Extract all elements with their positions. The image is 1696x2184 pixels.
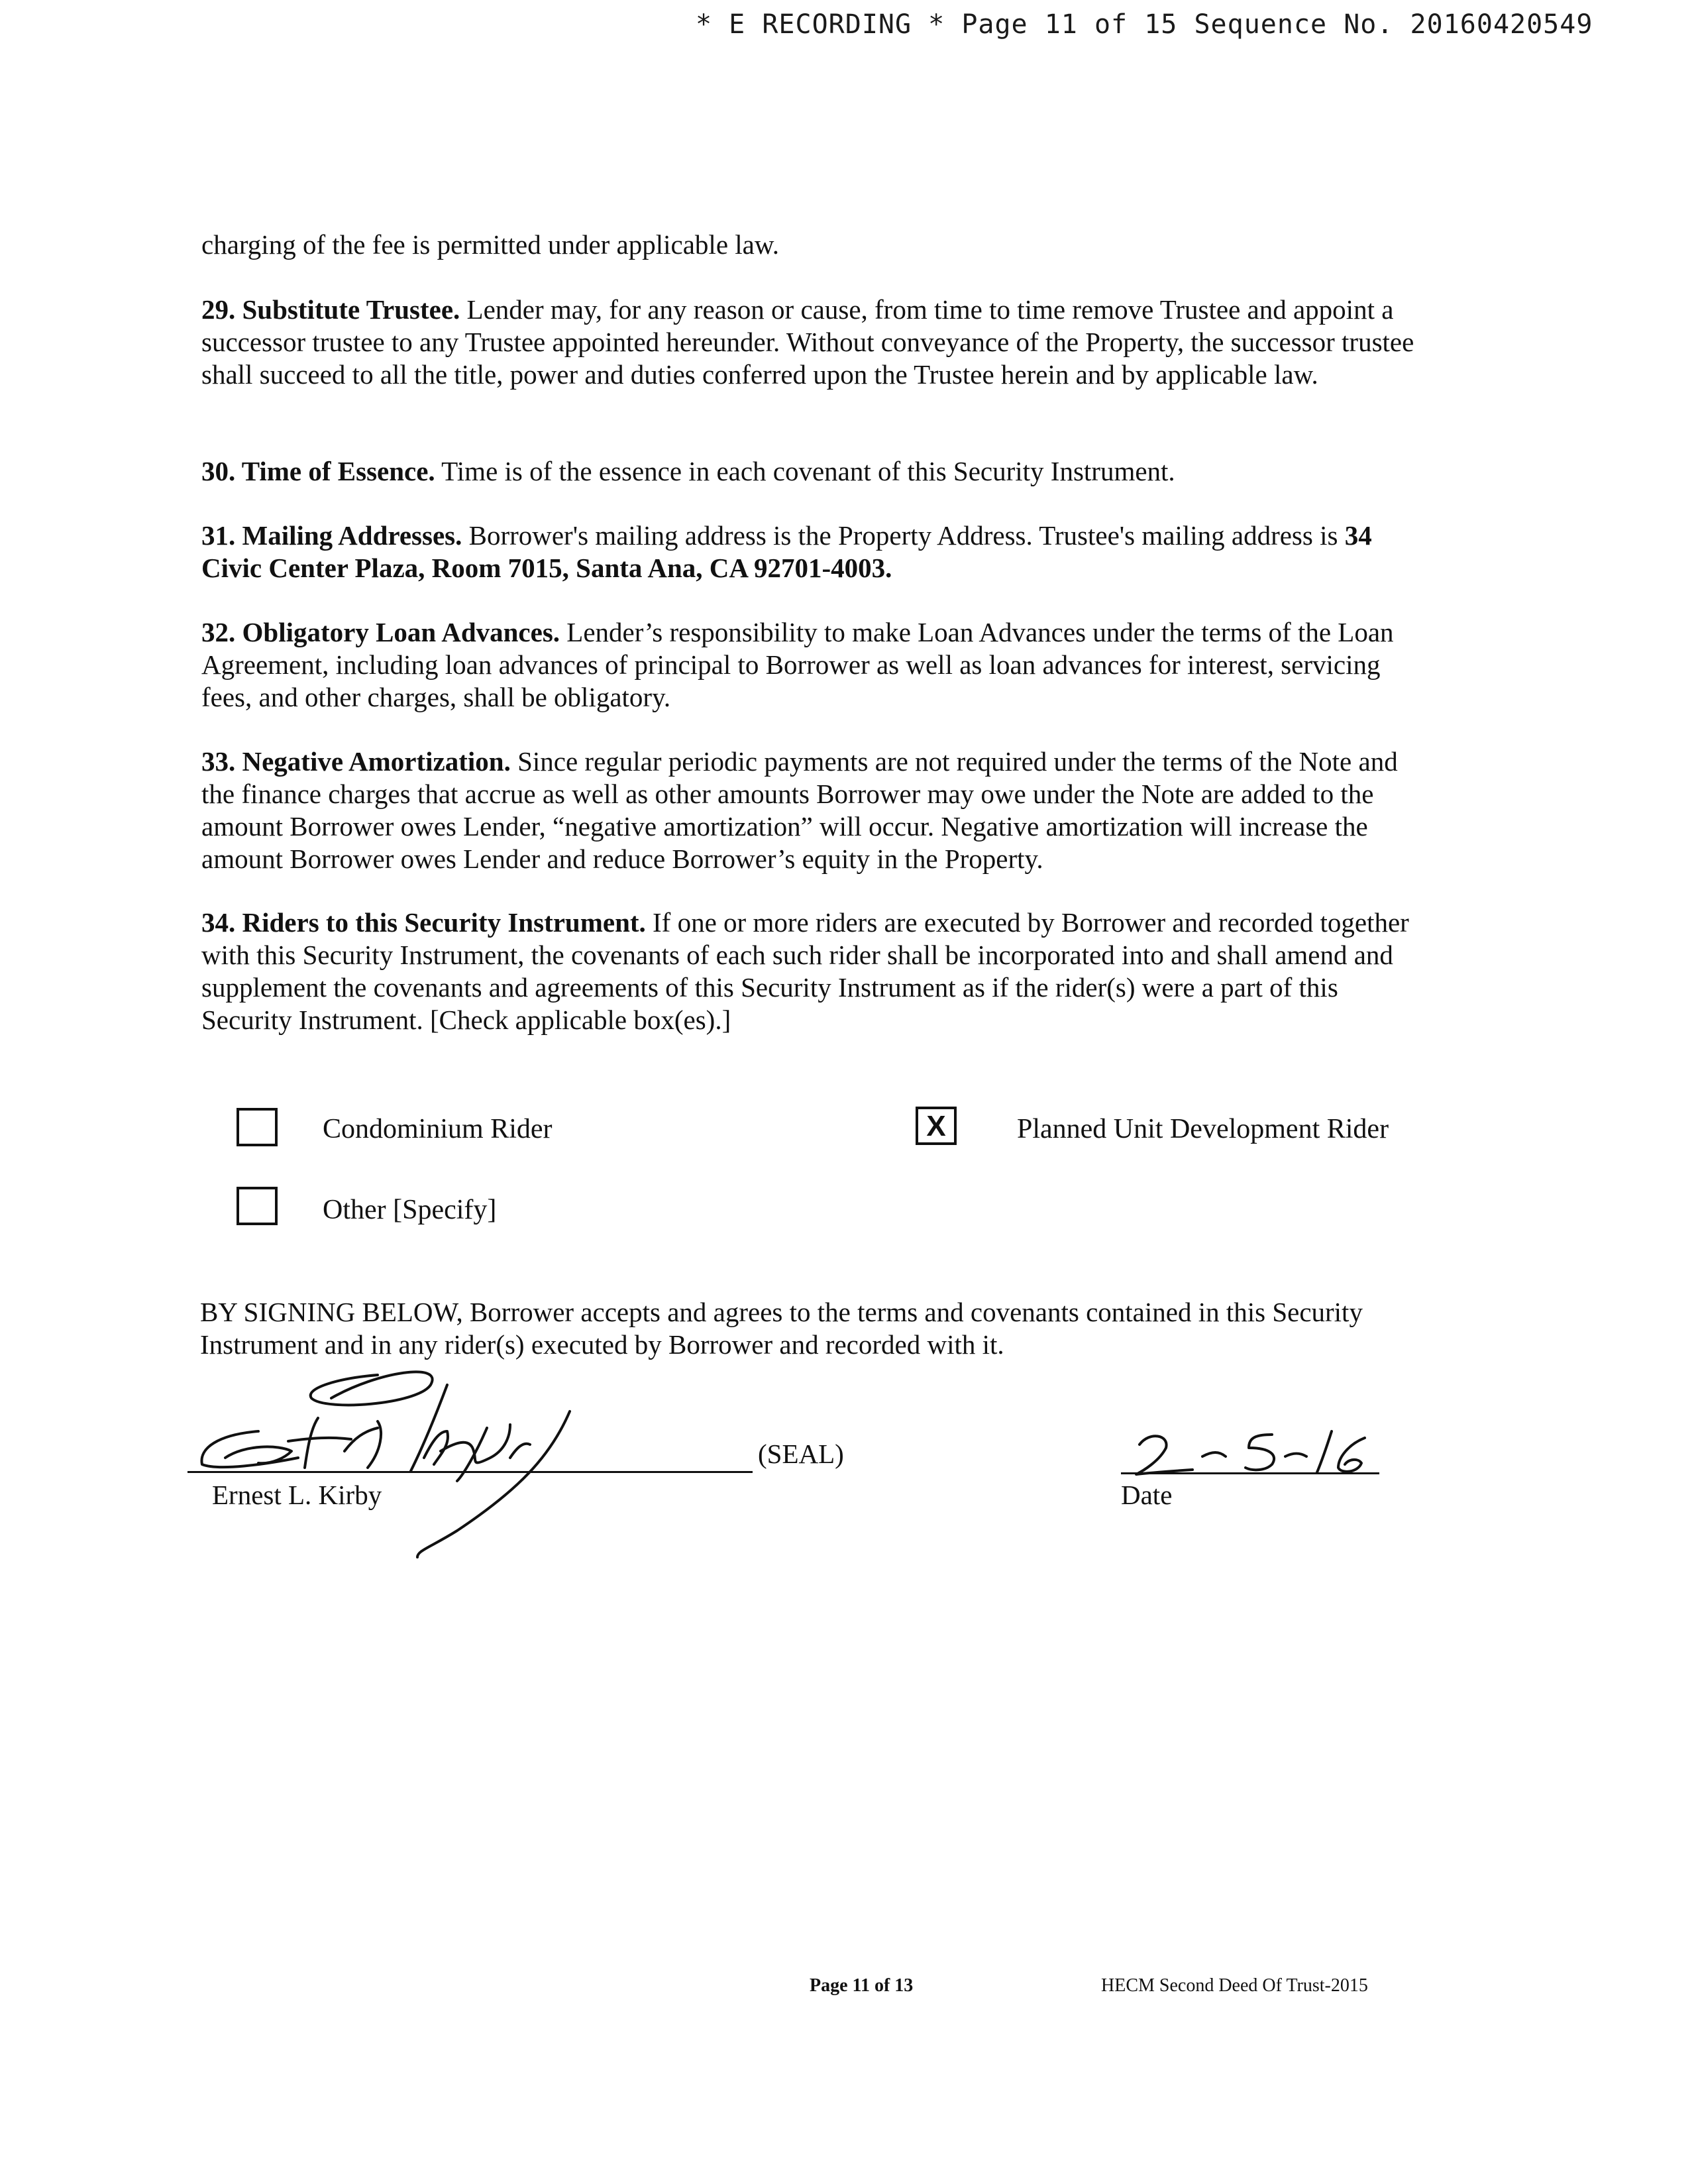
condominium-rider-label: Condominium Rider xyxy=(323,1114,553,1144)
seal-label: (SEAL) xyxy=(758,1439,844,1469)
paragraph-34-body: If one or more riders are executed by Borrower and recorded together with this Security Instrument, the covenants of each such rider shall be incorporated into and shall amend and supplement the covenants and agreements of this Security Instrument as if the rider(s) were a part of this Security Instrument. [Check applicable box(es).] xyxy=(201,907,1409,1035)
handwritten-date xyxy=(1120,1425,1385,1484)
paragraph-33-body: Since regular periodic payments are not required under the terms of the Note and the finance charges that accrue as well as other amounts Borrower may owe under the Note are added to the amount Borrower owes Lender, “negative amortization” will occur. Negative amortization will increase the amount Borrower owes Lender and reduce Borrower’s equity in the Property. xyxy=(201,746,1398,874)
condominium-rider-checkbox[interactable] xyxy=(237,1108,278,1146)
paragraph-29-body: Lender may, for any reason or cause, from time to time remove Trustee and appoint a successor trustee to any Trustee appointed hereunder. Without conveyance of the Property, the successor trustee shall succeed to all the title, power and duties conferred upon the Trustee herein and by applicable law. xyxy=(201,294,1414,390)
paragraph-29 xyxy=(201,294,1434,391)
footer-page-number: Page 11 of 13 xyxy=(810,1975,914,1996)
date-caption: Date xyxy=(1121,1480,1173,1510)
paragraph-31-title: 31. Mailing Addresses. xyxy=(201,520,462,551)
paragraph-31 xyxy=(201,519,1434,584)
other-rider-checkbox[interactable] xyxy=(237,1187,278,1225)
paragraph-32 xyxy=(201,616,1434,714)
paragraph-31-body: Borrower's mailing address is the Property Address. Trustee's mailing address is xyxy=(462,520,1345,551)
paragraph-30 xyxy=(201,455,1434,488)
pud-rider-checkbox[interactable]: X xyxy=(916,1107,957,1145)
trustee-address: 34 Civic Center Plaza, Room 7015, Santa Ana, CA 92701-4003. xyxy=(201,520,1372,583)
borrower-signature xyxy=(179,1358,603,1570)
signing-statement: BY SIGNING BELOW, Borrower accepts and agrees to the terms and covenants contained in this Security Instrument and in any rider(s) executed by Borrower and recorded with it. xyxy=(200,1297,1363,1360)
pud-rider-label: Planned Unit Development Rider xyxy=(1017,1114,1389,1144)
paragraph-28-continuation: charging of the fee is permitted under applicable law. xyxy=(201,229,780,260)
paragraph-32-body: Lender’s responsibility to make Loan Advances under the terms of the Loan Agreement, including loan advances of principal to Borrower as well as loan advances for interest, servicing fees, and other charges, shall be obligatory. xyxy=(201,617,1394,712)
date-line xyxy=(1121,1472,1379,1474)
paragraph-33-title: 33. Negative Amortization. xyxy=(201,746,511,777)
paragraph-33 xyxy=(201,745,1434,875)
footer-form-name: HECM Second Deed Of Trust-2015 xyxy=(1101,1975,1368,1996)
paragraph-29-title: 29. Substitute Trustee. xyxy=(201,294,460,325)
paragraph-30-title: 30. Time of Essence. xyxy=(201,456,435,486)
recording-header: * E RECORDING * Page 11 of 15 Sequence No. 20160420549 xyxy=(696,9,1593,40)
borrower-signature-line xyxy=(187,1471,753,1473)
other-rider-label: Other [Specify] xyxy=(323,1195,497,1225)
paragraph-32-title: 32. Obligatory Loan Advances. xyxy=(201,617,560,647)
paragraph-30-body: Time is of the essence in each covenant of this Security Instrument. xyxy=(435,456,1175,486)
paragraph-34-title: 34. Riders to this Security Instrument. xyxy=(201,907,646,938)
borrower-name: Ernest L. Kirby xyxy=(212,1480,382,1510)
paragraph-34 xyxy=(201,906,1434,1036)
